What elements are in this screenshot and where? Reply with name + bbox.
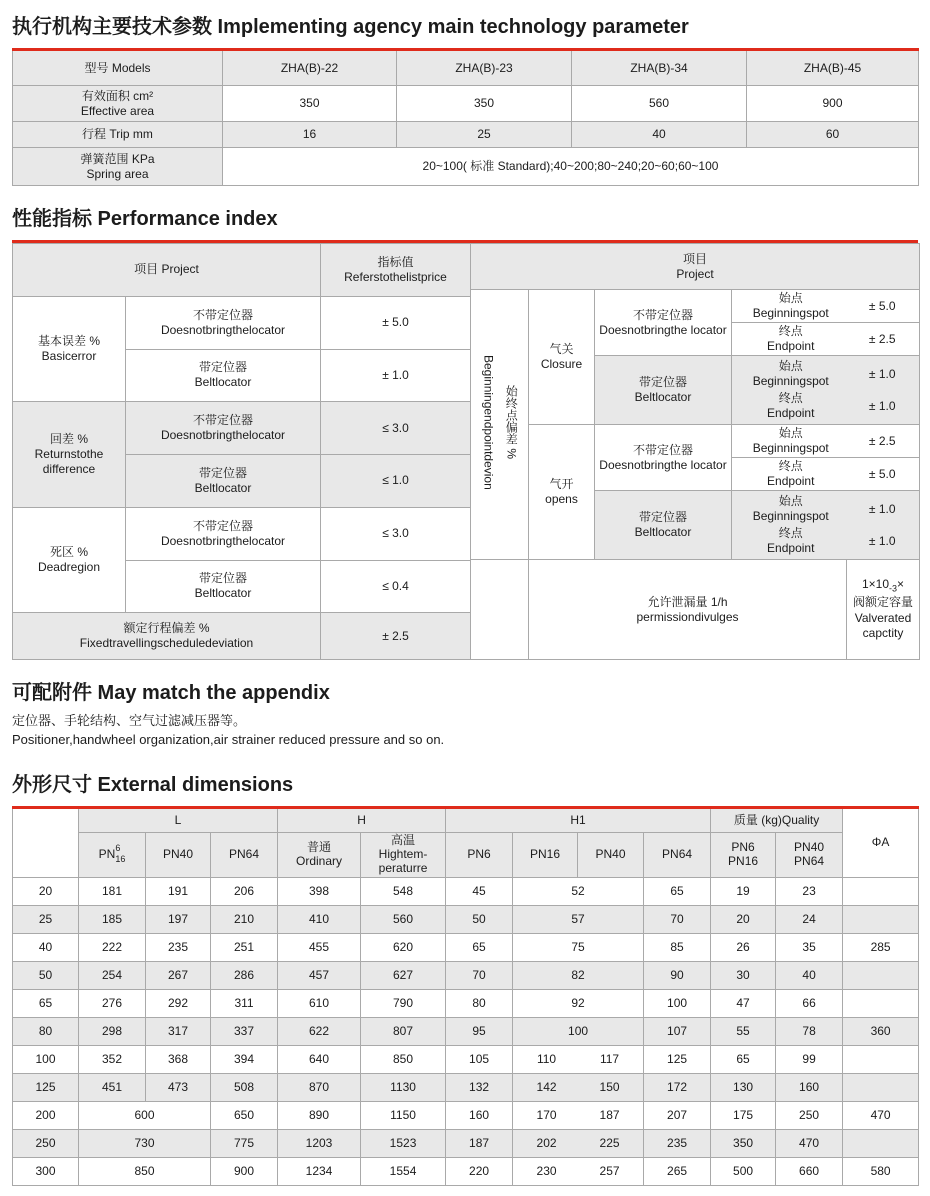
perf-row [471,290,920,323]
param-value: ZHA(B)-23 [397,50,572,86]
dims-value-cell: 207 [644,1101,711,1129]
dims-value-cell: 170 187 [513,1101,644,1129]
perf-header-project-right: 项目 Project [471,244,920,290]
dims-row [13,1157,919,1185]
dims-value-cell: 125 [644,1045,711,1073]
dims-value-cell: 24 [776,905,843,933]
perf-cell-locator: 带定位器 Beltlocator [126,455,321,508]
perf-row-leakage [471,560,920,660]
dims-value-cell: 455 [278,933,361,961]
dims-value-cell: 55 [711,1017,776,1045]
dims-value-cell: 1130 [361,1073,446,1101]
dims-value-cell: 508 [211,1073,278,1101]
perf-cell-locator: 带定位器 Beltlocator [595,356,732,425]
dims-group-header-row [13,807,919,832]
dims-value-cell: 360 [843,1017,919,1045]
param-value-spring-range: 20~100( 标准 Standard);40~200;80~240;20~60;60~100 [223,148,919,186]
dims-value-cell [843,905,919,933]
dims-value-cell: 75 [513,933,644,961]
dims-value-cell [843,961,919,989]
dims-value-cell [843,1129,919,1157]
dims-value-cell: 95 [446,1017,513,1045]
perf-point-end: 终点 Endpoint ± 2.5 [732,323,920,356]
dims-value-cell: 548 [361,877,446,905]
dims-value-cell: 580 [843,1157,919,1185]
dims-group-L: L [79,807,278,832]
perf-cell-locator: 带定位器 Beltlocator [126,349,321,402]
dims-corner-cell [13,807,79,877]
dims-size-cell: 40 [13,933,79,961]
dims-value-cell: 620 [361,933,446,961]
dims-group-phiA: ΦA [843,807,919,877]
dims-row [13,1129,919,1157]
perf-vertical-label: 始终点偏差 % Beginningendpointdevion [471,290,529,560]
dims-value-cell: 470 [843,1101,919,1129]
dims-value-cell: 470 [776,1129,843,1157]
param-value: 900 [747,86,919,122]
perf-value: ≤ 3.0 [321,402,471,455]
dims-value-cell: 265 [644,1157,711,1185]
dims-value-cell: 317 [146,1017,211,1045]
dims-group-H1: H1 [446,807,711,832]
dims-value-cell: 107 [644,1017,711,1045]
section-title-appendix: 可配附件 May match the appendix [12,682,330,704]
dims-value-cell: 1203 [278,1129,361,1157]
dims-value-cell: 191 [146,877,211,905]
dims-value-cell: 250 [776,1101,843,1129]
dims-row [13,1045,919,1073]
dims-value-cell: 807 [361,1017,446,1045]
dims-value-cell: 457 [278,961,361,989]
dims-value-cell: 92 [513,989,644,1017]
dims-subheader-cell: 普通 Ordinary [278,832,361,877]
perf-cell-no-locator: 不带定位器 Doesnotbringthe locator [595,290,732,356]
dims-value-cell: 47 [711,989,776,1017]
dims-value-cell: 775 [211,1129,278,1157]
dims-value-cell: 398 [278,877,361,905]
dims-value-cell: 500 [711,1157,776,1185]
dims-value-cell: 175 [711,1101,776,1129]
dims-value-cell: 50 [446,905,513,933]
dims-value-cell [843,989,919,1017]
param-row-models [13,50,919,86]
dims-value-cell: 286 [211,961,278,989]
dims-subheader-cell: PN64 [644,832,711,877]
dims-value-cell: 78 [776,1017,843,1045]
dims-value-cell: 622 [278,1017,361,1045]
performance-table-right [470,243,920,660]
dims-body [13,877,919,1185]
dims-value-cell: 100 [644,989,711,1017]
dims-value-cell: 187 [446,1129,513,1157]
dims-value-cell: 80 [446,989,513,1017]
dims-value-cell: 311 [211,989,278,1017]
dims-value-cell: 110 117 [513,1045,644,1073]
dims-value-cell: 20 [711,905,776,933]
perf-value: ± 2.5 [321,613,471,660]
param-value: 16 [223,122,397,148]
param-label-spring: 弹簧范围 KPa Spring area [13,148,223,186]
dims-value-cell: 350 [711,1129,776,1157]
dims-value-cell: 230 257 [513,1157,644,1185]
dims-value-cell: 394 [211,1045,278,1073]
performance-table-left [12,243,471,660]
param-value: ZHA(B)-45 [747,50,919,86]
dims-value-cell [843,877,919,905]
dims-row [13,1073,919,1101]
dims-subheader-cell: 高温 Hightem- peraturre [361,832,446,877]
dims-value-cell: 473 [146,1073,211,1101]
param-value: 25 [397,122,572,148]
perf-cell-locator: 带定位器 Beltlocator [126,560,321,613]
perf-value: ≤ 1.0 [321,455,471,508]
perf-cell-no-locator: 不带定位器 Doesnotbringthelocator [126,296,321,349]
dims-value-cell: 70 [644,905,711,933]
param-label-models: 型号 Models [13,50,223,86]
param-row-trip [13,122,919,148]
dims-size-cell: 25 [13,905,79,933]
dims-value-cell: 99 [776,1045,843,1073]
dims-value-cell: 30 [711,961,776,989]
dims-value-cell: 23 [776,877,843,905]
dims-value-cell: 105 [446,1045,513,1073]
dims-group-quality: 质量 (kg)Quality [711,807,843,832]
perf-group-closure: 气关 Closure [529,290,595,425]
param-label-area: 有效面积 cm² Effective area [13,86,223,122]
dims-value-cell: 197 [146,905,211,933]
param-value: 350 [223,86,397,122]
dims-size-cell: 100 [13,1045,79,1073]
dims-value-cell: 65 [446,933,513,961]
perf-leakage-value: $1\times 10_{-3}\times$ 阀额定容量 Valverated capctity [847,560,920,660]
perf-cell-no-locator: 不带定位器 Doesnotbringthe locator [595,425,732,491]
dims-row [13,1017,919,1045]
dims-value-cell: 206 [211,877,278,905]
dims-value-cell: 267 [146,961,211,989]
perf-right-header [471,244,920,290]
dims-value-cell: 220 [446,1157,513,1185]
dims-value-cell: 100 [513,1017,644,1045]
dims-value-cell: 26 [711,933,776,961]
perf-row [13,296,471,349]
perf-header-value: 指标值 Referstothelistprice [321,244,471,297]
dims-value-cell: 181 [79,877,146,905]
param-row-spring [13,148,919,186]
dims-subheader-cell: PN6 [446,832,513,877]
dims-value-cell: 142 150 [513,1073,644,1101]
perf-point-start: 始点 Beginningspot ± 2.5 [732,425,920,458]
dims-value-cell: 285 [843,933,919,961]
perf-point-pair: 始点 Beginningspot ± 1.0 终点 Endpoint ± 1.0 [732,491,920,560]
dims-value-cell: 1150 [361,1101,446,1129]
dims-size-cell: 200 [13,1101,79,1129]
dims-value-cell: 627 [361,961,446,989]
dims-value-cell: 202 225 [513,1129,644,1157]
section-title-parameters: 执行机构主要技术参数 Implementing agency main technology parameter [12,16,689,38]
dims-value-cell: 870 [278,1073,361,1101]
dims-value-cell: 730 [79,1129,211,1157]
perf-row [13,507,471,560]
dims-value-cell: 292 [146,989,211,1017]
perf-row [13,402,471,455]
dims-subheader-row [13,832,919,877]
dims-row [13,933,919,961]
dims-size-cell: 50 [13,961,79,989]
dims-value-cell: 251 [211,933,278,961]
perf-cell-travel-deviation: 额定行程偏差 % Fixedtravellingscheduledeviation [13,613,321,660]
dims-value-cell: 65 [711,1045,776,1073]
perf-point-pair: 始点 Beginningspot ± 1.0 终点 Endpoint ± 1.0 [732,356,920,425]
perf-value: ≤ 0.4 [321,560,471,613]
perf-group-basic-error: 基本误差 % Basicerror [13,296,126,402]
dims-value-cell: 160 [776,1073,843,1101]
dims-value-cell: 600 [79,1101,211,1129]
dims-value-cell: 368 [146,1045,211,1073]
dims-row [13,1101,919,1129]
dims-value-cell: 52 [513,877,644,905]
dims-subheader-cell: PN40 PN64 [776,832,843,877]
perf-point-start: 始点 Beginningspot ± 5.0 [732,290,920,323]
dims-subheader-cell: PN40 [146,832,211,877]
param-value: ZHA(B)-34 [572,50,747,86]
dims-value-cell: 57 [513,905,644,933]
perf-value: ± 5.0 [321,296,471,349]
dims-subheader-cell: PN6 PN16 [711,832,776,877]
dims-value-cell: 66 [776,989,843,1017]
dims-subheader-cell: PN40 [578,832,644,877]
perf-group-dead-region: 死区 % Deadregion [13,507,126,613]
dims-value-cell: 40 [776,961,843,989]
perf-cell-no-locator: 不带定位器 Doesnotbringthelocator [126,507,321,560]
dims-value-cell: 70 [446,961,513,989]
dims-value-cell: 451 [79,1073,146,1101]
param-value: 60 [747,122,919,148]
dims-value-cell: 610 [278,989,361,1017]
dims-value-cell: 222 [79,933,146,961]
dims-value-cell: 85 [644,933,711,961]
dims-value-cell: 850 [79,1157,211,1185]
dims-value-cell: 890 [278,1101,361,1129]
dims-value-cell: 65 [644,877,711,905]
perf-cell-no-locator: 不带定位器 Doesnotbringthelocator [126,402,321,455]
dims-value-cell: 235 [644,1129,711,1157]
dims-size-cell: 300 [13,1157,79,1185]
dims-subheader-cell: PN16 [513,832,578,877]
perf-group-return-difference: 回差 % Returnstothe difference [13,402,126,508]
dims-size-cell: 65 [13,989,79,1017]
section-title-performance: 性能指标 Performance index [12,208,278,230]
dims-value-cell: 130 [711,1073,776,1101]
param-label-trip: 行程 Trip mm [13,122,223,148]
perf-row [471,425,920,458]
appendix-text: 定位器、手轮结构、空气过滤减压器等。 Positioner,handwheel organization,air strainer reduced pressure and so on. [12,713,445,747]
perf-header-project-left: 项目 Project [13,244,321,297]
dims-value-cell [843,1073,919,1101]
dims-value-cell: 1523 [361,1129,446,1157]
dims-size-cell: 80 [13,1017,79,1045]
dims-value-cell: 90 [644,961,711,989]
perf-group-opens: 气开 opens [529,425,595,560]
dims-size-cell: 125 [13,1073,79,1101]
perf-value: ≤ 3.0 [321,507,471,560]
dims-group-H: H [278,807,446,832]
dims-row [13,961,919,989]
dims-value-cell: 276 [79,989,146,1017]
dims-row [13,989,919,1017]
dims-value-cell: 900 [211,1157,278,1185]
dims-value-cell: 650 [211,1101,278,1129]
dims-value-cell: 82 [513,961,644,989]
dims-subheader-cell: PN 6 16 [79,832,146,877]
dims-value-cell: 35 [776,933,843,961]
dims-row [13,877,919,905]
perf-left-header [13,244,471,297]
dims-value-cell: 1234 [278,1157,361,1185]
dimensions-table [12,806,919,1186]
dims-value-cell: 235 [146,933,211,961]
dims-row [13,905,919,933]
perf-cell-leakage: 允许泄漏量 1/h permissiondivulges [529,560,847,660]
section-title-dimensions: 外形尺寸 External dimensions [12,773,294,796]
dims-value-cell: 337 [211,1017,278,1045]
dims-value-cell: 850 [361,1045,446,1073]
dims-value-cell: 790 [361,989,446,1017]
dims-value-cell: 640 [278,1045,361,1073]
param-value: 350 [397,86,572,122]
dims-value-cell: 298 [79,1017,146,1045]
param-value: 40 [572,122,747,148]
perf-row-travel-deviation [13,613,471,660]
dims-value-cell: 254 [79,961,146,989]
perf-cell-locator: 带定位器 Beltlocator [595,491,732,560]
dims-value-cell: 410 [278,905,361,933]
dims-subheader-cell: PN64 [211,832,278,877]
dims-value-cell: 185 [79,905,146,933]
dims-value-cell: 45 [446,877,513,905]
dims-size-cell: 250 [13,1129,79,1157]
dims-value-cell: 19 [711,877,776,905]
param-row-area [13,86,919,122]
perf-value: ± 1.0 [321,349,471,402]
dims-value-cell [843,1045,919,1073]
dims-value-cell: 352 [79,1045,146,1073]
param-value: 560 [572,86,747,122]
dims-value-cell: 660 [776,1157,843,1185]
dims-value-cell: 172 [644,1073,711,1101]
dims-value-cell: 160 [446,1101,513,1129]
dims-value-cell: 132 [446,1073,513,1101]
perf-leak-spacer [471,560,529,660]
performance-table [12,240,918,660]
param-value: ZHA(B)-22 [223,50,397,86]
dims-value-cell: 210 [211,905,278,933]
dims-value-cell: 560 [361,905,446,933]
dims-size-cell: 20 [13,877,79,905]
parameters-table [12,48,919,186]
dims-value-cell: 1554 [361,1157,446,1185]
perf-point-end: 终点 Endpoint ± 5.0 [732,458,920,491]
